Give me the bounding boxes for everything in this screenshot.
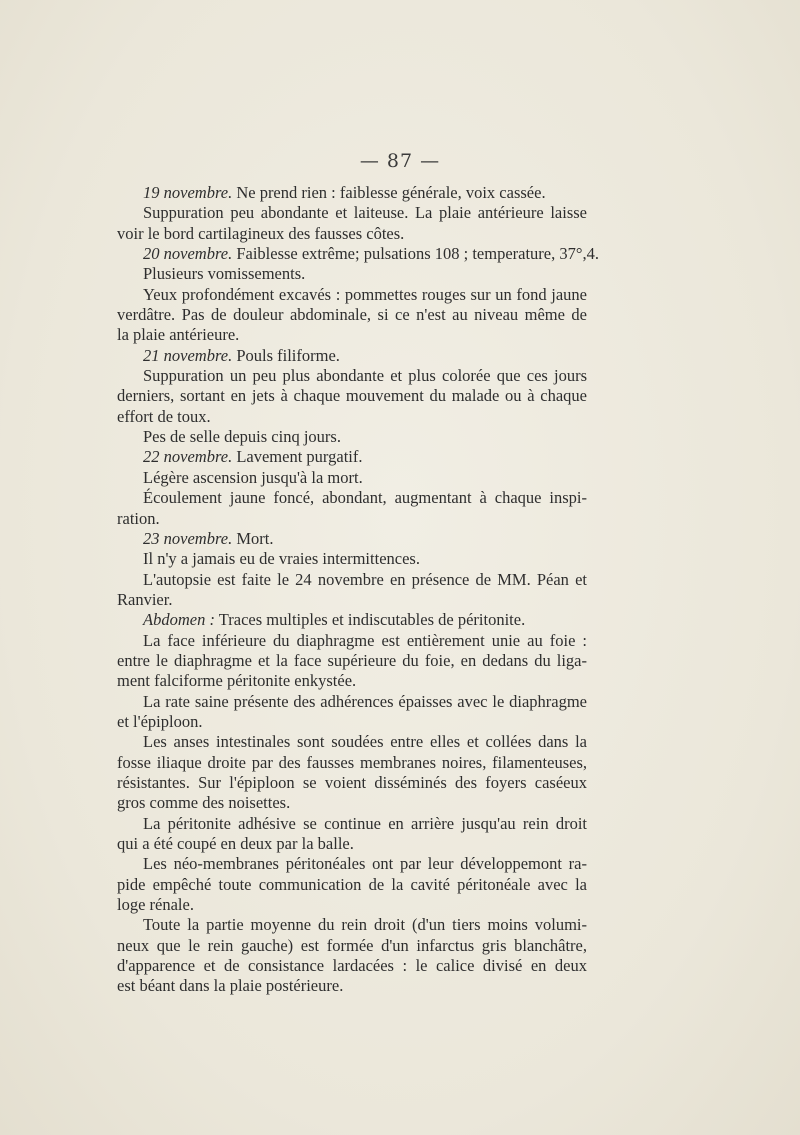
- line-text: derniers, sortant en jets à chaque mouvement du malade ou à chaque: [117, 386, 587, 406]
- text-line: [117, 224, 587, 244]
- line-text: la plaie antérieure.: [117, 325, 240, 345]
- text-line: [117, 427, 587, 447]
- entry-date: 22 novembre.: [143, 447, 233, 467]
- text-line: [117, 834, 587, 854]
- line-text: La rate saine présente des adhérences épaisses avec le diaphragme: [143, 691, 587, 711]
- line-text: Ranvier.: [117, 589, 173, 609]
- text-line: [117, 895, 587, 915]
- page-number: — 87 —: [359, 150, 441, 172]
- text-line: [117, 305, 587, 325]
- line-text: La péritonite adhésive se continue en arrière jusqu'au rein droit: [143, 813, 587, 833]
- text-line: [117, 671, 587, 691]
- line-text: entre le diaphragme et la face supérieure du foie, en dedans du liga-: [117, 650, 587, 670]
- line-text: effort de toux.: [117, 406, 211, 426]
- line-text: Suppuration un peu plus abondante et plus colorée que ces jours: [143, 366, 587, 386]
- text-line: [117, 976, 587, 996]
- line-text: voir le bord cartilagineux des fausses côtes.: [117, 223, 405, 243]
- text-line: [117, 915, 587, 935]
- text-line: [117, 651, 587, 671]
- line-text: d'apparence et de consistance lardacées : le calice divisé en deux: [117, 956, 587, 976]
- line-text: résistantes. Sur l'épiploon se voient disséminés des foyers caséeux: [117, 772, 587, 792]
- line-text: fosse iliaque droite par des fausses membranes noires, filamenteuses,: [117, 752, 587, 772]
- line-text: Mort.: [232, 528, 274, 548]
- text-line: [117, 631, 587, 651]
- text-line: [117, 570, 587, 590]
- line-text: Suppuration peu abondante et laiteuse. La plaie antérieure laisse: [143, 203, 587, 223]
- text-line: [117, 264, 587, 284]
- line-text: Écoulement jaune foncé, abondant, augmentant à chaque inspi-: [143, 488, 587, 508]
- text-line: [117, 773, 587, 793]
- line-text: pide empêché toute communication de la cavité péritonéale avec la: [117, 874, 587, 894]
- line-text: Ne prend rien : faiblesse générale, voix cassée.: [232, 183, 546, 202]
- text-line: [117, 793, 587, 813]
- text-line: [117, 447, 587, 467]
- line-text: ration.: [117, 508, 160, 528]
- line-text: Pouls filiforme.: [232, 345, 340, 365]
- line-text: Yeux profondément excavés : pommettes rouges sur un fond jaune: [143, 284, 587, 304]
- text-line: [117, 468, 587, 488]
- text-line: [117, 753, 587, 773]
- text-line: [117, 203, 587, 223]
- text-line: [117, 936, 587, 956]
- text-line: [117, 244, 599, 264]
- text-line: [117, 488, 587, 508]
- text-line: [117, 549, 587, 569]
- text-line: [117, 875, 587, 895]
- text-line: [117, 814, 587, 834]
- text-line: [117, 610, 587, 630]
- body-text: [117, 183, 599, 997]
- line-text: loge rénale.: [117, 895, 194, 915]
- line-text: neux que le rein gauche) est formée d'un infarctus gris blanchâtre,: [117, 935, 587, 955]
- line-text: Plusieurs vomissements.: [143, 264, 306, 284]
- line-text: Toute la partie moyenne du rein droit (d'un tiers moins volumi-: [143, 915, 587, 935]
- line-text: et l'épiploon.: [117, 711, 203, 731]
- text-line: [117, 712, 587, 732]
- entry-date: 19 novembre.: [143, 183, 233, 202]
- line-text: Il n'y a jamais eu de vraies intermittences.: [143, 549, 420, 569]
- entry-date: 21 novembre.: [143, 345, 233, 365]
- line-text: est béant dans la plaie postérieure.: [117, 976, 344, 996]
- text-line: [117, 366, 587, 386]
- line-text: ment falciforme péritonite enkystée.: [117, 671, 357, 691]
- line-text: qui a été coupé en deux par la balle.: [117, 834, 354, 853]
- text-line: [117, 590, 587, 610]
- line-text: Lavement purgatif.: [232, 447, 363, 467]
- text-line: [117, 346, 587, 366]
- text-line: [117, 325, 587, 345]
- text-line: [117, 386, 587, 406]
- text-line: [117, 956, 587, 976]
- entry-date: 23 novembre.: [143, 528, 233, 548]
- text-line: [117, 509, 587, 529]
- line-text: Légère ascension jusqu'à la mort.: [143, 467, 363, 487]
- line-text: L'autopsie est faite le 24 novembre en présence de MM. Péan et: [143, 569, 587, 589]
- line-text: Faiblesse extrême; pulsations 108 ; temperature, 37°,4.: [232, 244, 599, 264]
- line-text: Les néo-membranes péritonéales ont par leur développemont ra-: [143, 854, 587, 874]
- line-text: Pes de selle depuis cinq jours.: [143, 427, 341, 447]
- line-text: verdâtre. Pas de douleur abdominale, si ce n'est au niveau même de: [117, 305, 587, 325]
- text-line: [117, 692, 587, 712]
- text-line: [117, 285, 587, 305]
- line-text: La face inférieure du diaphragme est entièrement unie au foie :: [143, 630, 587, 650]
- text-line: [117, 529, 587, 549]
- entry-date: Abdomen :: [143, 610, 215, 630]
- text-line: [117, 407, 587, 427]
- text-line: [117, 183, 587, 203]
- line-text: Traces multiples et indiscutables de péritonite.: [214, 610, 526, 630]
- text-line: [117, 854, 587, 874]
- line-text: gros comme des noisettes.: [117, 793, 291, 813]
- line-text: Les anses intestinales sont soudées entre elles et collées dans la: [143, 732, 587, 752]
- text-line: [117, 732, 587, 752]
- entry-date: 20 novembre.: [143, 244, 233, 264]
